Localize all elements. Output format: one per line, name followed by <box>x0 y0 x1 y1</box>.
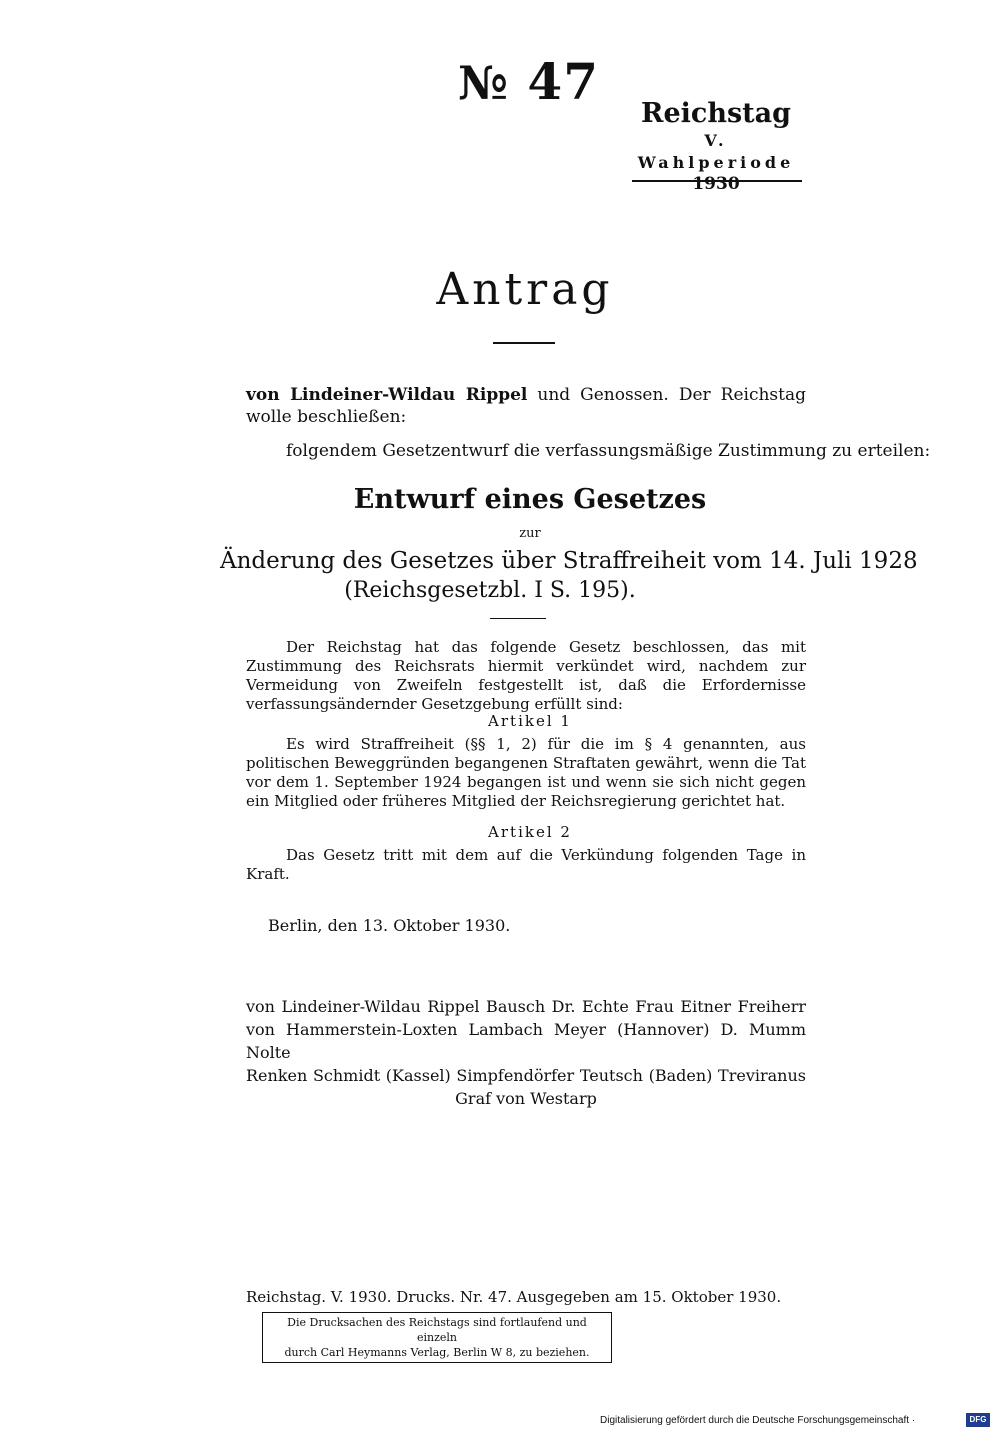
draft-subtitle: Änderung des Gesetzes über Straffreiheit vom 14. Juli 1928 <box>220 548 918 574</box>
digitization-credit: Digitalisierung gefördert durch die Deutsche Forschungsgemeinschaft · <box>600 1415 916 1426</box>
preamble: Der Reichstag hat das folgende Gesetz beschlossen, das mit Zustimmung des Reichsrats hiermit verkündet wird, nachdem zur Vermeidung von Zweifeln festgestellt ist, daß die Erfordernisse verfassungsändernder Gesetzgebung erfüllt sind: <box>246 638 806 713</box>
motion-movers: von Lindeiner-Wildau Rippel <box>246 385 528 405</box>
place-date: Berlin, den 13. Oktober 1930. <box>268 916 511 935</box>
dfg-logo: DFG <box>966 1413 990 1427</box>
motion-text: und Genossen. Der Reichstag wolle beschließen: <box>246 385 806 427</box>
document-number <box>458 52 618 111</box>
signers-line: von Hammerstein-Loxten Lambach Meyer (Hannover) D. Mumm Nolte <box>246 1020 806 1062</box>
signers-line: von Lindeiner-Wildau Rippel Bausch Dr. Echte Frau Eitner Freiherr <box>246 997 806 1016</box>
document-type: Antrag <box>436 264 614 315</box>
distribution-notice-line: durch Carl Heymanns Verlag, Berlin W 8, zu beziehen. <box>284 1346 590 1359</box>
header-period: V. Wahlperiode <box>637 131 795 172</box>
article-heading: Artikel 1 <box>488 712 572 730</box>
divider <box>493 342 555 344</box>
signers-list <box>246 995 806 1110</box>
article-heading: Artikel 2 <box>488 823 572 841</box>
header-body: Reichstag <box>641 98 791 129</box>
number-value: 47 <box>527 52 600 111</box>
signers-line: Graf von Westarp <box>455 1089 597 1108</box>
article-text: Das Gesetz tritt mit dem auf die Verkündung folgenden Tage in Kraft. <box>246 846 806 883</box>
draft-title: Entwurf eines Gesetzes <box>353 484 707 515</box>
header-rule <box>632 180 802 182</box>
signers-line: Renken Schmidt (Kassel) Simpfendörfer Teutsch (Baden) Treviranus <box>246 1066 806 1085</box>
number-sign: № <box>458 56 509 110</box>
article-text: Es wird Straffreiheit (§§ 1, 2) für die im § 4 genannten, aus politischen Beweggründen begangenen Straftaten gewährt, wenn die Tat vor dem 1. September 1924 begangen ist und wenn sie sich nicht gegen ein Mitglied oder früheres Mitglied der Reichsregierung gerichtet hat. <box>246 735 806 810</box>
distribution-notice-line: Die Drucksachen des Reichstags sind fortlaufend und einzeln <box>287 1316 587 1344</box>
draft-citation: (Reichsgesetzbl. I S. 195). <box>344 578 636 603</box>
header-year: 1930 <box>692 174 740 194</box>
distribution-notice-box <box>262 1312 612 1363</box>
motion-paragraph <box>246 384 806 428</box>
resolution-text: folgendem Gesetzentwurf die verfassungsmäßige Zustimmung zu erteilen: <box>286 441 931 461</box>
draft-title-connector: zur <box>519 526 541 541</box>
divider <box>490 618 546 619</box>
print-notice: Reichstag. V. 1930. Drucks. Nr. 47. Ausgegeben am 15. Oktober 1930. <box>246 1288 782 1306</box>
